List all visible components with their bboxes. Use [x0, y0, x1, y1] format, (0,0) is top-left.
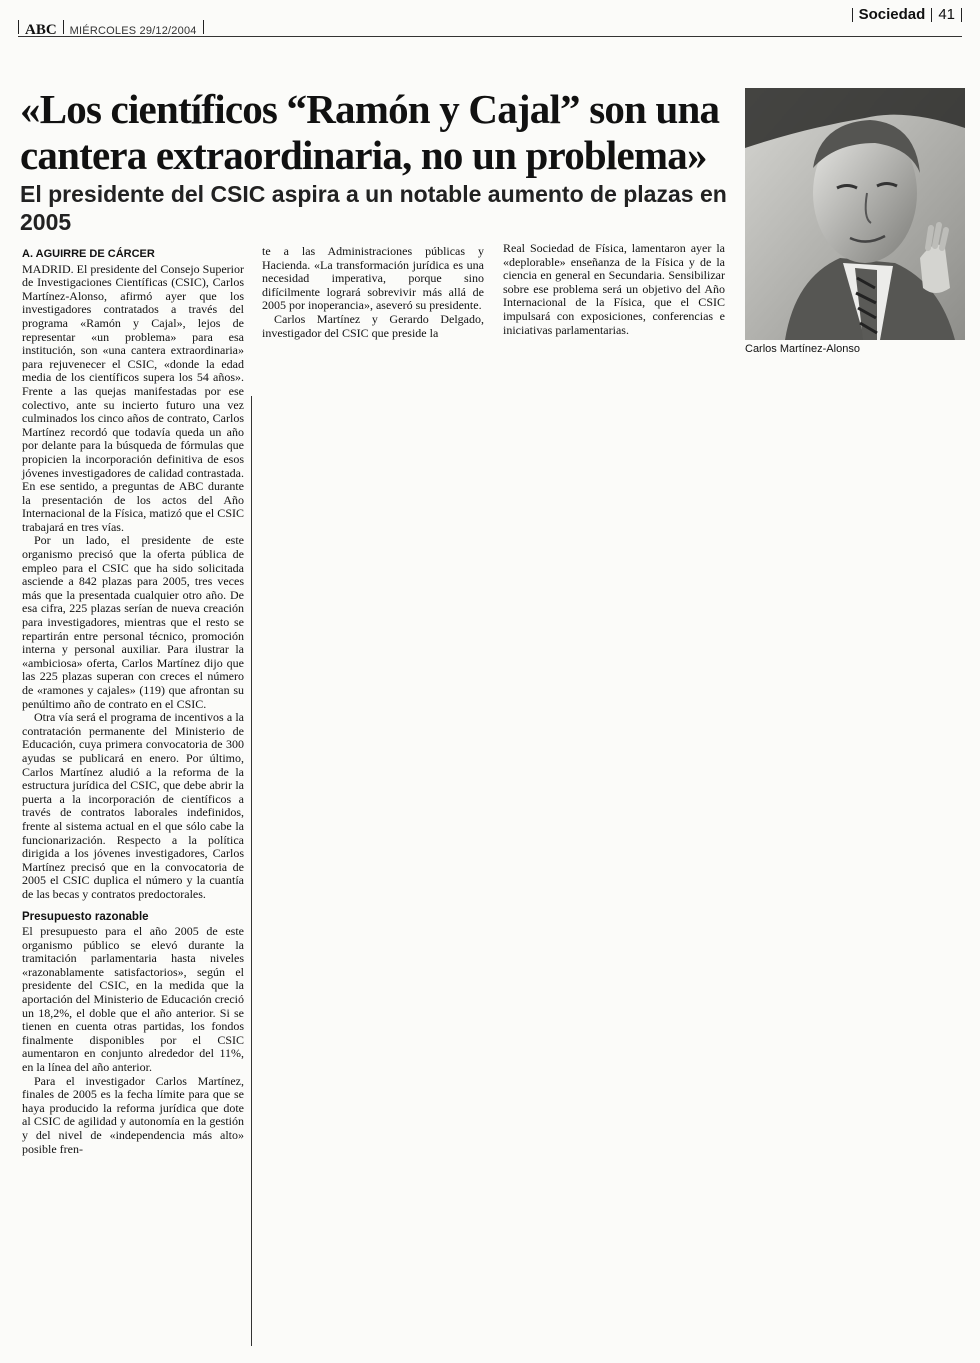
divider	[18, 20, 19, 34]
column-divider	[251, 396, 252, 1346]
header-rule	[18, 36, 962, 37]
page-number: 41	[938, 6, 955, 23]
page-header	[0, 0, 980, 40]
issue-date: MIÉRCOLES 29/12/2004	[69, 25, 197, 37]
article-column-1	[22, 248, 244, 1156]
paragraph: Por un lado, el presidente de este organismo precisó que la oferta pública de empleo para el CSIC que ha sido solicitada asciende a 842 plazas para 2005, tres veces más que la presentada cualquier otro año. De esa cifra, 225 plazas serían de nueva creación para investigadores, mientras que el resto se repartirán entre personal técnico, promoción interna y personal auxiliar. Para ilustrar la «ambiciosa» oferta, Carlos Martínez dijo que las 225 plazas superan con creces el número de «ramones y cajales» (119) que afrontan su penúltimo año de contrato en el CSIC.	[22, 533, 244, 711]
paragraph: Para el investigador Carlos Martínez, finales de 2005 es la fecha límite para que se haya producido la reforma jurídica que dote al CSIC de agilidad y autonomía en la gestión y del nivel de «independencia más alto» posible fren-	[22, 1073, 244, 1156]
divider	[852, 8, 853, 22]
divider	[961, 8, 962, 22]
paragraph: Otra vía será el programa de incentivos a la contratación permanente del Ministerio de Educación, cuya primera convocatoria de 300 ayudas se publicará en enero. Por último, Carlos Martínez aludió a la reforma de la estructura jurídica del CSIC, que debe abrir la puerta a la incorporación de científicos a través de contratos laborales indefinidos, frente al sistema actual en el que sólo cabe la funcionarización. Respecto a la política dirigida a los jóvenes investigadores, Carlos Martínez precisó que en la convocatoria de 2005 el CSIC duplica el número y la cuantía de las becas y contratos predoctorales.	[22, 710, 244, 901]
paragraph: El presupuesto para el año 2005 de este organismo público se elevó durante la tramitación parlamentaria hasta niveles «razonablamente satisfactorios», según el presidente del CSIC, en la medida que la aportación del Ministerio de Educación creció un 18,2%, el doble que el año anterior. Si se tienen en cuenta otras partidas, los fondos finalmente disponibles por el CSIC aumentaron en conjunto alrededor del 11%, en la línea del año anterior.	[22, 924, 244, 1075]
paragraph: Real Sociedad de Física, lamentaron ayer la «deplorable» enseñanza de la Física y de la ciencia en general en Secundaria. Sensibilizar sobre ese problema será un objetivo del Año Internacional de la Física, que el CSIC impulsará con exposiciones, conferencias e iniciativas parlamentarias.	[503, 241, 725, 337]
paragraph: te a las Administraciones públicas y Hacienda. «La transformación jurídica es una necesidad imperativa, porque sino difícilmente logrará sobrevivir más allá de 2005 por inoperancia», aseveró su presidente.	[262, 244, 484, 313]
article-headline: «Los científicos “Ramón y Cajal” son una cantera extraordinaria, no un problema»	[20, 86, 720, 178]
portrait-illustration	[745, 88, 965, 340]
article-column-2	[262, 245, 484, 340]
photo-caption: Carlos Martínez-Alonso	[745, 343, 860, 355]
divider	[203, 20, 204, 34]
section-name: Sociedad	[858, 6, 926, 23]
portrait-photo	[745, 88, 965, 340]
article-column-3	[503, 242, 725, 337]
header-right	[852, 6, 962, 23]
author-byline: A. AGUIRRE DE CÁRCER	[22, 248, 155, 260]
paragraph: Carlos Martínez y Gerardo Delgado, investigador del CSIC que preside la	[262, 311, 484, 340]
divider	[931, 8, 932, 22]
divider	[63, 20, 64, 34]
paragraph: MADRID. El presidente del Consejo Superior de Investigaciones Científicas (CSIC), Carlos Martínez-Alonso, afirmó ayer que los investigadores contratados a través del programa «Ramón y Cajal», lejos de representar «un problema» para esa institución, son «una cantera extraordinaria» para rejuvenecer el CSIC, «donde la edad media de los científicos supera los 54 años». Frente a las quejas manifestadas por ese colectivo, ante su incierto futuro una vez culminados los cinco años de contrato, Carlos Martínez recordó que todavía queda un año por delante para la búsqueda de fórmulas que propicien la incorporación definitiva de esos jóvenes investigadores de calidad contrastada. En ese sentido, a preguntas de ABC durante la presentación de los actos del Año Internacional de la Física, matizó que el CSIC trabajará en tres vías.	[22, 261, 244, 534]
article-subheadline: El presidente del CSIC aspira a un notable aumento de plazas en 2005	[20, 181, 727, 235]
newspaper-brand: ABC	[25, 22, 57, 38]
section-subtitle: Presupuesto razonable	[22, 910, 149, 923]
